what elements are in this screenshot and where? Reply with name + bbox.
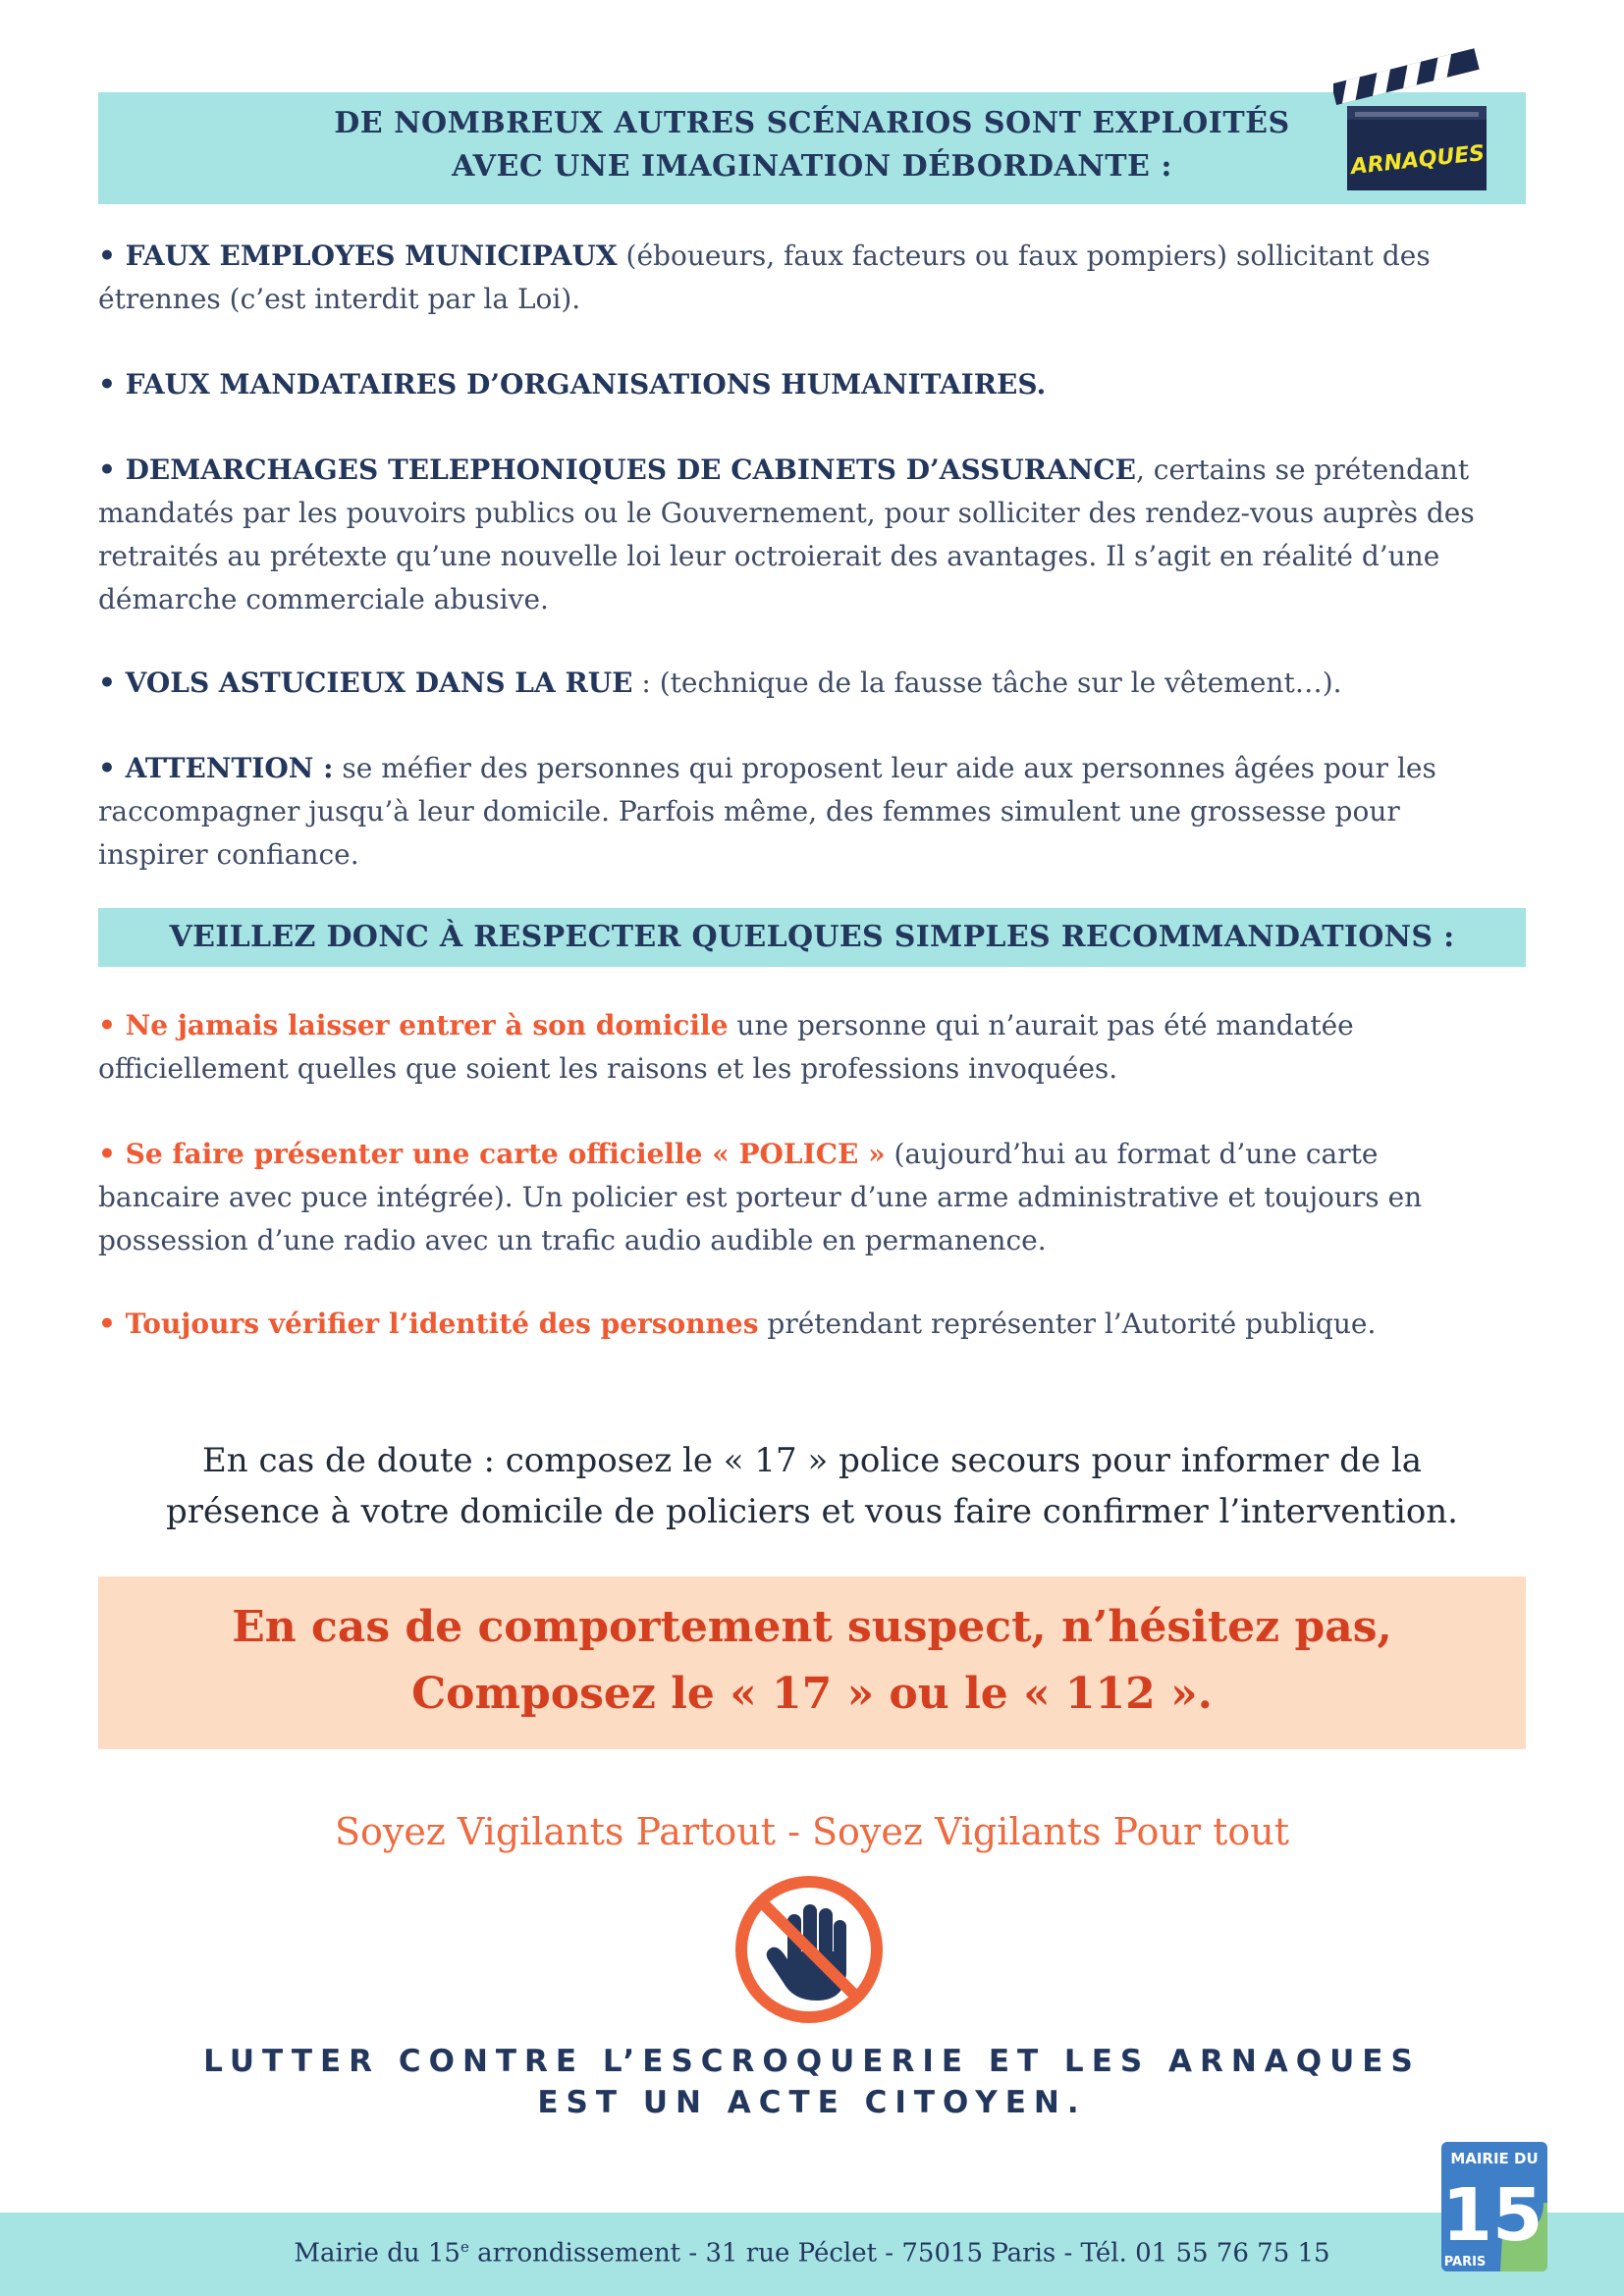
cta-line1: LUTTER CONTRE L’ESCROQUERIE ET LES ARNAQUES	[203, 2044, 1421, 2079]
scenario-item	[98, 662, 1532, 705]
clapperboard-badge-text: ARNAQUES	[1349, 140, 1487, 181]
scenario-item-bold: • ATTENTION :	[98, 752, 334, 784]
alert-box	[98, 1576, 1526, 1749]
logo-top-text: MAIRIE DU	[1450, 2150, 1539, 2167]
scenario-item-bold: • FAUX EMPLOYES MUNICIPAUX	[98, 240, 618, 272]
recommendation-item-text: une personne qui n’aurait pas été mandatée officiellement quelles que soient les raisons et les professions invoquées.	[98, 1009, 1354, 1085]
stop-hand-icon	[734, 1875, 884, 2024]
scenario-item-text: se méfier des personnes qui proposent leur aide aux personnes âgées pour les raccompagner jusqu’à leur domicile. Parfois même, des femmes simulent une grossesse pour inspirer confiance.	[98, 752, 1436, 871]
scenario-item-bold: • VOLS ASTUCIEUX DANS LA RUE	[98, 667, 633, 699]
recommendation-item-bold: • Ne jamais laisser entrer à son domicile	[98, 1009, 729, 1041]
alert-line2: Composez le « 17 » ou le « 112 ».	[411, 1669, 1213, 1719]
logo-city: PARIS	[1443, 2255, 1487, 2269]
cta-line2: EST UN ACTE CITOYEN.	[537, 2085, 1087, 2120]
scenario-item-bold: • FAUX MANDATAIRES D’ORGANISATIONS HUMANITAIRES.	[98, 368, 1047, 400]
recommendations-title: VEILLEZ DONC À RESPECTER QUELQUES SIMPLES RECOMMANDATIONS :	[169, 920, 1455, 954]
recommendation-item	[98, 1303, 1532, 1346]
footer-band	[0, 2213, 1624, 2296]
footer-address-sup: e	[460, 2238, 469, 2256]
recommendation-item-text: (aujourd’hui au format d’une carte bancaire avec puce intégrée). Un policier est porteur d’une arme administrative et toujours en possession d’une radio avec un trafic audio audible en permanence.	[98, 1138, 1423, 1256]
footer-address	[0, 2238, 1624, 2269]
scenario-item-bold: • DEMARCHAGES TELEPHONIQUES DE CABINETS D’ASSURANCE	[98, 454, 1136, 486]
scenario-item	[98, 449, 1526, 621]
scenario-item-text: (éboueurs, faux facteurs ou faux pompiers) sollicitant des étrennes (c’est interdit par la Loi).	[98, 240, 1431, 315]
mairie-logo	[1441, 2142, 1551, 2275]
recommendation-item	[98, 1004, 1434, 1091]
scenario-item	[98, 235, 1473, 321]
recommendation-item	[98, 1133, 1473, 1262]
header-band	[98, 92, 1526, 204]
doubt-line1: En cas de doute : composez le « 17 » police secours pour informer de la	[201, 1441, 1423, 1480]
recommendation-item-bold: • Toujours vérifier l’identité des personnes	[98, 1308, 759, 1340]
scenario-item-text: : (technique de la fausse tâche sur le vêtement…).	[632, 667, 1342, 699]
alert-line1: En cas de comportement suspect, n’hésitez pas,	[232, 1602, 1392, 1652]
recommendations-band	[98, 908, 1526, 967]
clapperboard-icon	[1333, 45, 1496, 192]
recommendation-item-bold: • Se faire présenter une carte officielle « POLICE »	[98, 1138, 886, 1170]
footer-address-end: arrondissement - 31 rue Péclet - 75015 Paris - Tél. 01 55 76 75 15	[468, 2238, 1330, 2269]
doubt-message	[79, 1435, 1545, 1537]
doubt-line2: présence à votre domicile de policiers et vous faire confirmer l’intervention.	[166, 1492, 1458, 1531]
slogan: Soyez Vigilants Partout - Soyez Vigilants Pour tout	[334, 1810, 1290, 1853]
footer-address-start: Mairie du 15	[294, 2238, 460, 2269]
scenario-item	[98, 747, 1492, 877]
header-title-line1: DE NOMBREUX AUTRES SCÉNARIOS SONT EXPLOITÉS	[334, 106, 1290, 140]
logo-number: 15	[1441, 2173, 1543, 2258]
scenario-item-text: , certains se prétendant mandatés par les pouvoirs publics ou le Gouvernement, pour solliciter des rendez-vous auprès des retraités au prétexte qu’une nouvelle loi leur octroierait des avantages. Il s’agit en réalité d’une démarche commerciale abusive.	[98, 454, 1475, 615]
scenario-item	[98, 363, 1532, 406]
recommendation-item-text: prétendant représenter l’Autorité publique.	[758, 1308, 1377, 1340]
header-title-line2: AVEC UNE IMAGINATION DÉBORDANTE :	[452, 149, 1172, 184]
